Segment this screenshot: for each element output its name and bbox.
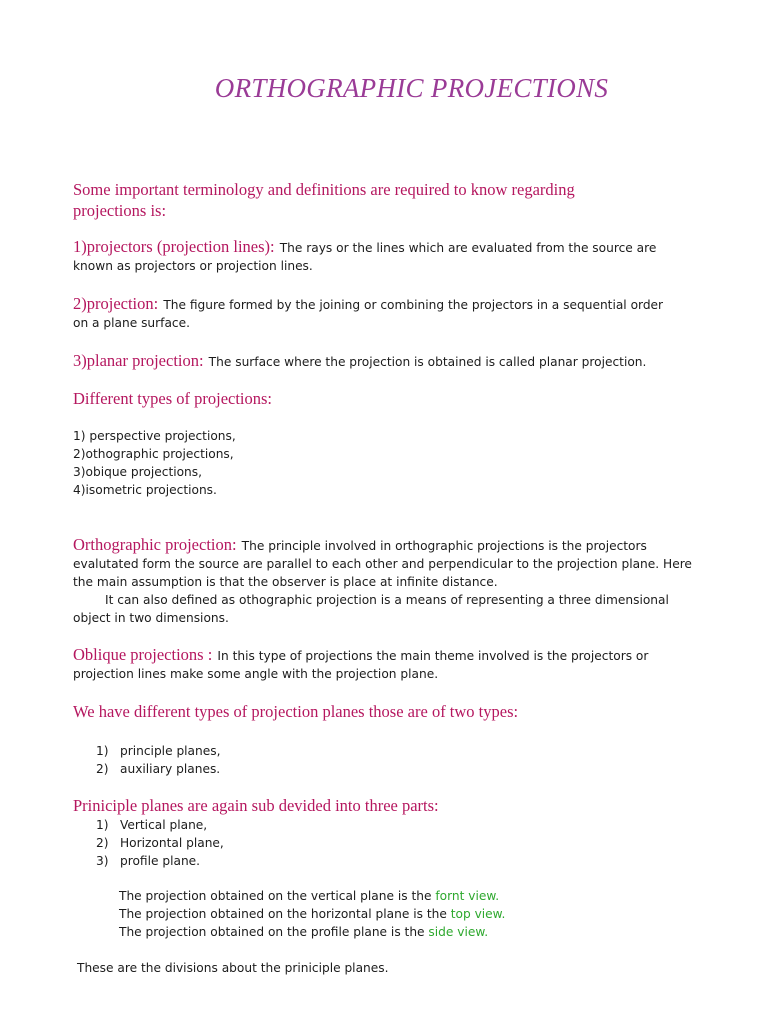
planes-heading: We have different types of projection planes those are of two types: [73,702,519,721]
list-item: 1) Vertical plane, [96,818,208,832]
view-line: The projection obtained on the vertical plane is the fornt view. [119,889,500,903]
definition-text: the main assumption is that the observer is place at infinite distance. [73,575,498,589]
list-item: 2)othographic projections, [73,447,234,461]
definition-text: It can also defined as othographic projection is a means of representing a three dimensional [105,593,669,607]
definition-term: Orthographic projection: [73,535,237,554]
definition-term: 2)projection: [73,294,159,313]
intro-heading [73,179,703,221]
principle-heading: Priniciple planes are again sub devided into three parts: [73,796,439,815]
definition-text: on a plane surface. [73,316,191,330]
list-item: 1) principle planes, [96,744,221,758]
definition-term: 3)planar projection: [73,351,204,370]
page-title: ORTHOGRAPHIC PROJECTIONS [214,73,609,103]
definition-text: object in two dimensions. [73,611,229,625]
planes-list [96,742,220,778]
types-list [73,427,236,499]
list-item: 2) auxiliary planes. [96,762,221,776]
definition-text: evalutated form the source are parallel to each other and perpendicular to the projection plane. Here [73,557,692,571]
definition-text: projection lines make some angle with the projection plane. [73,667,439,681]
oblique-section [73,645,703,683]
definition-text: In this type of projections the main theme involved is the projectors or [217,649,649,663]
orthographic-section [73,535,713,627]
list-item: 1) perspective projections, [73,429,236,443]
definition-projectors [73,237,703,275]
intro-heading-line-1: Some important terminology and definitions are required to know regarding [73,180,575,199]
views-block [119,887,505,941]
definition-text: known as projectors or projection lines. [73,259,313,273]
view-highlight: top view. [450,907,506,921]
types-heading: Different types of projections: [73,389,273,408]
list-item: 3)obique projections, [73,465,203,479]
definition-term: 1)projectors (projection lines): [73,237,275,256]
list-item: 3) profile plane. [96,854,201,868]
list-item: 4)isometric projections. [73,483,217,497]
definition-text: The figure formed by the joining or combining the projectors in a sequential order [163,298,664,312]
view-line: The projection obtained on the profile plane is the side view. [119,925,489,939]
definition-term: Oblique projections : [73,645,213,664]
principle-list [96,816,224,870]
definition-projection [73,294,703,332]
list-item: 2) Horizontal plane, [96,836,224,850]
intro-heading-line-2: projections is: [73,201,167,220]
definition-text: The principle involved in orthographic projections is the projectors [241,539,647,553]
closing-text: These are the divisions about the priniciple planes. [77,961,389,975]
view-highlight: side view. [428,925,489,939]
definition-planar-projection [73,351,703,371]
definition-text: The surface where the projection is obtained is called planar projection. [208,355,647,369]
view-highlight: fornt view. [435,889,500,903]
view-line: The projection obtained on the horizontal plane is the top view. [119,907,506,921]
definition-text: The rays or the lines which are evaluated from the source are [279,241,657,255]
